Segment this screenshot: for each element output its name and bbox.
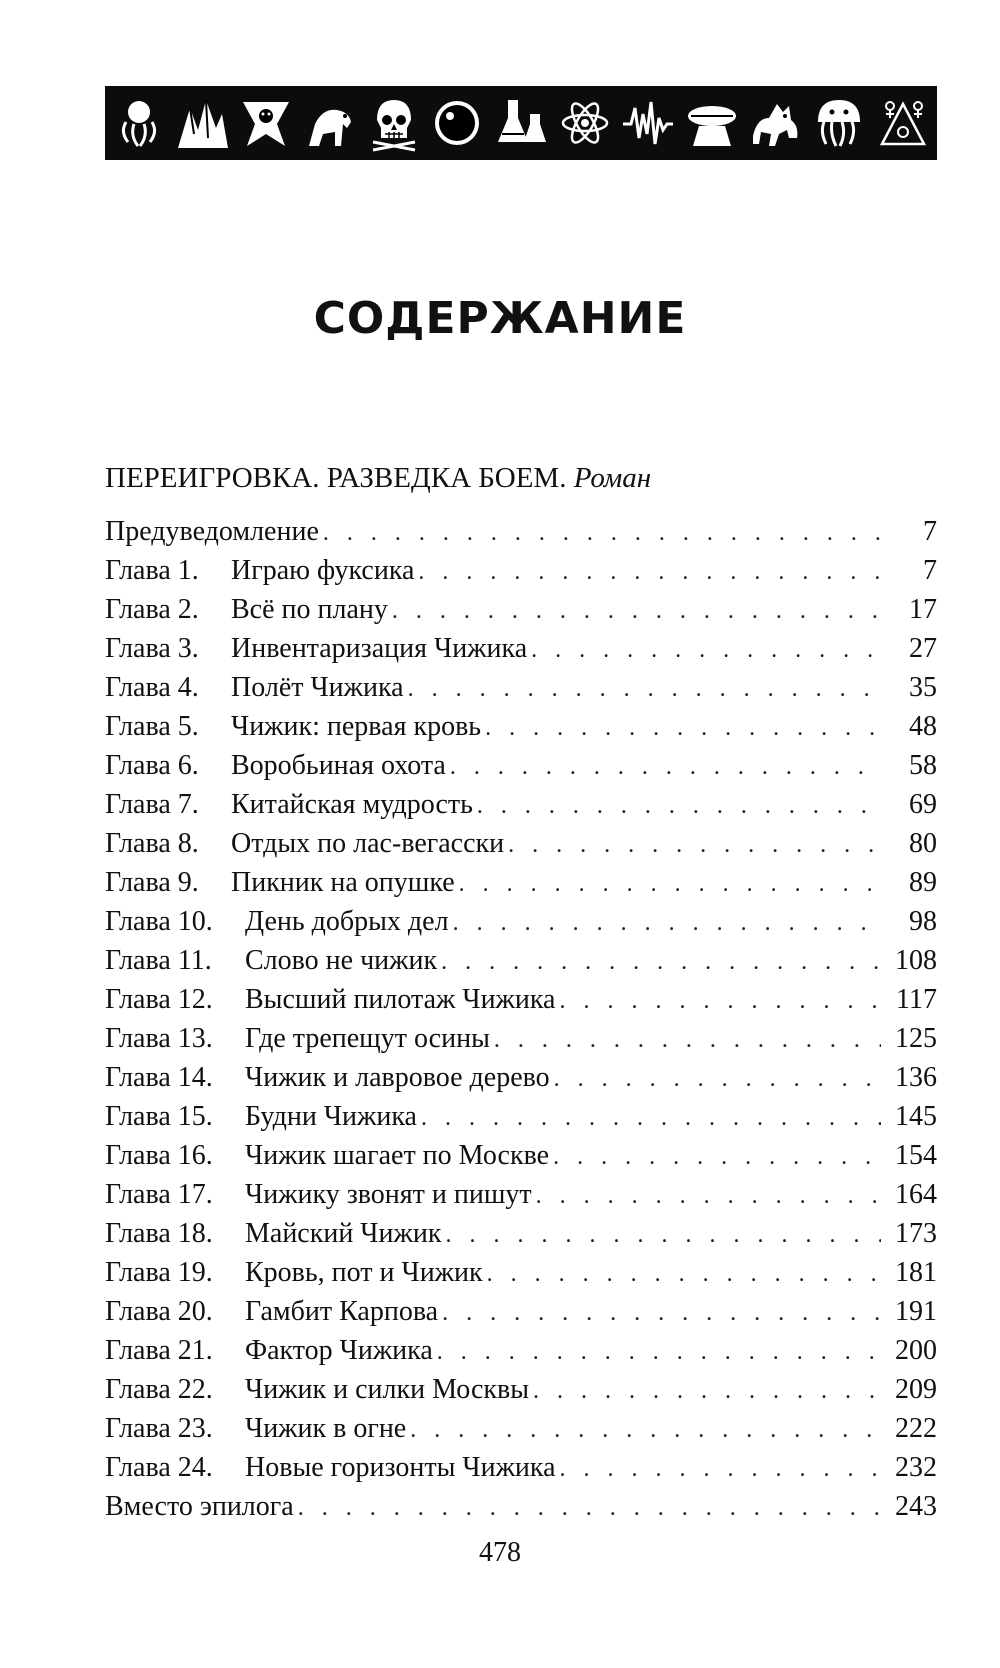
chapter-page: 200 <box>895 1335 937 1366</box>
chapter-number: Глава 8. <box>105 828 199 859</box>
dot-leader <box>442 1294 881 1333</box>
chapter-number: Глава 7. <box>105 789 199 820</box>
chapter-title: Инвентаризация Чижика <box>231 633 528 664</box>
dot-leader <box>536 1177 881 1216</box>
toc-entry[interactable] <box>105 551 937 590</box>
toc-entry[interactable] <box>105 980 937 1019</box>
chapter-number: Глава 23. <box>105 1413 213 1444</box>
chapter-number: Глава 22. <box>105 1374 213 1405</box>
chapter-title: Полёт Чижика <box>231 672 404 703</box>
chapter-number: Глава 17. <box>105 1179 213 1210</box>
toc-entry[interactable] <box>105 785 937 824</box>
chapter-number: Глава 24. <box>105 1452 213 1483</box>
chapter-title: Чижику звонят и пишут <box>245 1179 532 1210</box>
chapter-number: Глава 13. <box>105 1023 213 1054</box>
chapter-title: Чижик в огне <box>245 1413 407 1444</box>
toc-entry[interactable] <box>105 1331 937 1370</box>
chapter-number: Глава 4. <box>105 672 199 703</box>
dot-leader <box>494 1021 881 1060</box>
chapter-page: 69 <box>909 789 937 820</box>
chapter-page: 191 <box>895 1296 937 1327</box>
atom-icon <box>557 92 613 154</box>
chapter-title: День добрых дел <box>245 906 449 937</box>
mountains-icon <box>175 92 231 154</box>
toc-entry[interactable] <box>105 746 937 785</box>
chapter-title: Чижик шагает по Москве <box>245 1140 550 1171</box>
ghost-icon <box>238 92 294 154</box>
table-of-contents <box>105 512 937 1526</box>
chapter-number: Глава 5. <box>105 711 199 742</box>
chapter-title: Пикник на опушке <box>231 867 455 898</box>
dot-leader <box>477 787 881 826</box>
chapter-title: Гамбит Карпова <box>245 1296 439 1327</box>
dot-leader <box>485 709 881 748</box>
dot-leader <box>392 592 881 631</box>
dot-leader <box>437 1333 881 1372</box>
chapter-number: Глава 3. <box>105 633 199 664</box>
toc-entry[interactable] <box>105 1409 937 1448</box>
chapter-title: Будни Чижика <box>245 1101 417 1132</box>
dot-leader <box>508 826 881 865</box>
dot-leader <box>441 943 881 982</box>
chapter-page: 243 <box>895 1491 937 1522</box>
dot-leader <box>453 904 881 943</box>
chapter-number: Глава 11. <box>105 945 212 976</box>
dot-leader <box>418 553 881 592</box>
skull-icon <box>366 92 422 154</box>
chapter-page: 145 <box>895 1101 937 1132</box>
chapter-number: Глава 1. <box>105 555 199 586</box>
decorative-banner <box>105 86 937 160</box>
chapter-page: 27 <box>909 633 937 664</box>
chapter-page: 232 <box>895 1452 937 1483</box>
toc-entry[interactable] <box>105 1097 937 1136</box>
dot-leader <box>410 1411 881 1450</box>
toc-entry[interactable] <box>105 1136 937 1175</box>
toc-entry[interactable] <box>105 629 937 668</box>
chapter-page: 108 <box>895 945 937 976</box>
chapter-number: Глава 2. <box>105 594 199 625</box>
chapter-number: Глава 18. <box>105 1218 213 1249</box>
toc-entry[interactable] <box>105 1214 937 1253</box>
dot-leader <box>533 1372 881 1411</box>
toc-entry[interactable] <box>105 1370 937 1409</box>
chapter-number: Глава 21. <box>105 1335 213 1366</box>
chapter-number: Глава 9. <box>105 867 199 898</box>
flask-icon <box>493 92 549 154</box>
chapter-number: Глава 16. <box>105 1140 213 1171</box>
chapter-title: Отдых по лас-вегасски <box>231 828 505 859</box>
chapter-title: Вместо эпилога <box>105 1491 294 1522</box>
dot-leader <box>531 631 881 670</box>
chapter-page: 136 <box>895 1062 937 1093</box>
chapter-page: 89 <box>909 867 937 898</box>
chapter-page: 222 <box>895 1413 937 1444</box>
toc-entry[interactable] <box>105 707 937 746</box>
chapter-page: 117 <box>896 984 937 1015</box>
dot-leader <box>487 1255 881 1294</box>
toc-entry[interactable] <box>105 590 937 629</box>
chapter-number: Глава 14. <box>105 1062 213 1093</box>
dot-leader <box>298 1489 881 1528</box>
chapter-title: Слово не чижик <box>245 945 438 976</box>
chapter-page: 164 <box>895 1179 937 1210</box>
ufo-icon <box>684 92 740 154</box>
chapter-title: Играю фуксика <box>231 555 415 586</box>
chapter-number: Глава 15. <box>105 1101 213 1132</box>
chapter-number: Глава 6. <box>105 750 199 781</box>
chapter-title: Чижик и лавровое дерево <box>245 1062 550 1093</box>
chapter-page: 48 <box>909 711 937 742</box>
dot-leader <box>459 865 881 904</box>
chapter-title: Предуведомление <box>105 516 319 547</box>
toc-entry[interactable] <box>105 1253 937 1292</box>
toc-entry[interactable] <box>105 512 937 551</box>
page-number: 478 <box>479 1537 521 1568</box>
dot-leader <box>408 670 881 709</box>
book-genre: Роман <box>573 462 652 494</box>
chapter-number: Глава 12. <box>105 984 213 1015</box>
chapter-page: 154 <box>895 1140 937 1171</box>
chapter-title: Майский Чижик <box>245 1218 442 1249</box>
page-title: СОДЕРЖАНИЕ <box>313 293 687 344</box>
chapter-page: 7 <box>923 555 937 586</box>
ape-icon <box>302 92 358 154</box>
chapter-page: 58 <box>909 750 937 781</box>
dot-leader <box>560 1450 881 1489</box>
chapter-number: Глава 10. <box>105 906 213 937</box>
alchemy-symbols-icon <box>875 92 931 154</box>
creature-icon <box>748 92 804 154</box>
chapter-number: Глава 19. <box>105 1257 213 1288</box>
chapter-title: Всё по плану <box>231 594 388 625</box>
dot-leader <box>450 748 881 787</box>
chapter-page: 125 <box>895 1023 937 1054</box>
dot-leader <box>553 1138 881 1177</box>
chapter-page: 17 <box>909 594 937 625</box>
waveform-icon <box>620 92 676 154</box>
toc-entry[interactable] <box>105 1019 937 1058</box>
toc-entry[interactable] <box>105 863 937 902</box>
toc-entry[interactable] <box>105 1292 937 1331</box>
toc-entry[interactable] <box>105 1487 937 1526</box>
toc-entry[interactable] <box>105 824 937 863</box>
chapter-title: Кровь, пот и Чижик <box>245 1257 483 1288</box>
chapter-page: 209 <box>895 1374 937 1405</box>
chapter-title: Чижик: первая кровь <box>231 711 482 742</box>
chapter-title: Новые горизонты Чижика <box>245 1452 556 1483</box>
chapter-page: 7 <box>923 516 937 547</box>
chapter-title: Где трепещут осины <box>245 1023 490 1054</box>
toc-entry[interactable] <box>105 941 937 980</box>
toc-entry[interactable] <box>105 1448 937 1487</box>
chapter-title: Китайская мудрость <box>231 789 473 820</box>
dot-leader <box>445 1216 881 1255</box>
chapter-page: 98 <box>909 906 937 937</box>
sphere-icon <box>429 92 485 154</box>
toc-entry[interactable] <box>105 1058 937 1097</box>
jellyfish-icon <box>811 92 867 154</box>
chapter-page: 80 <box>909 828 937 859</box>
octopus-icon <box>111 92 167 154</box>
dot-leader <box>560 982 882 1021</box>
toc-entry[interactable] <box>105 1175 937 1214</box>
chapter-page: 173 <box>895 1218 937 1249</box>
book-heading <box>105 462 651 495</box>
chapter-title: Воробьиная охота <box>231 750 446 781</box>
chapter-title: Фактор Чижика <box>245 1335 433 1366</box>
chapter-page: 35 <box>909 672 937 703</box>
toc-entry[interactable] <box>105 668 937 707</box>
chapter-title: Чижик и силки Москвы <box>245 1374 530 1405</box>
chapter-number: Глава 20. <box>105 1296 213 1327</box>
dot-leader <box>421 1099 881 1138</box>
book-name: ПЕРЕИГРОВКА. РАЗВЕДКА БОЕМ. <box>105 462 567 494</box>
chapter-page: 181 <box>895 1257 937 1288</box>
dot-leader <box>323 514 881 553</box>
dot-leader <box>554 1060 881 1099</box>
toc-entry[interactable] <box>105 902 937 941</box>
chapter-title: Высший пилотаж Чижика <box>245 984 556 1015</box>
